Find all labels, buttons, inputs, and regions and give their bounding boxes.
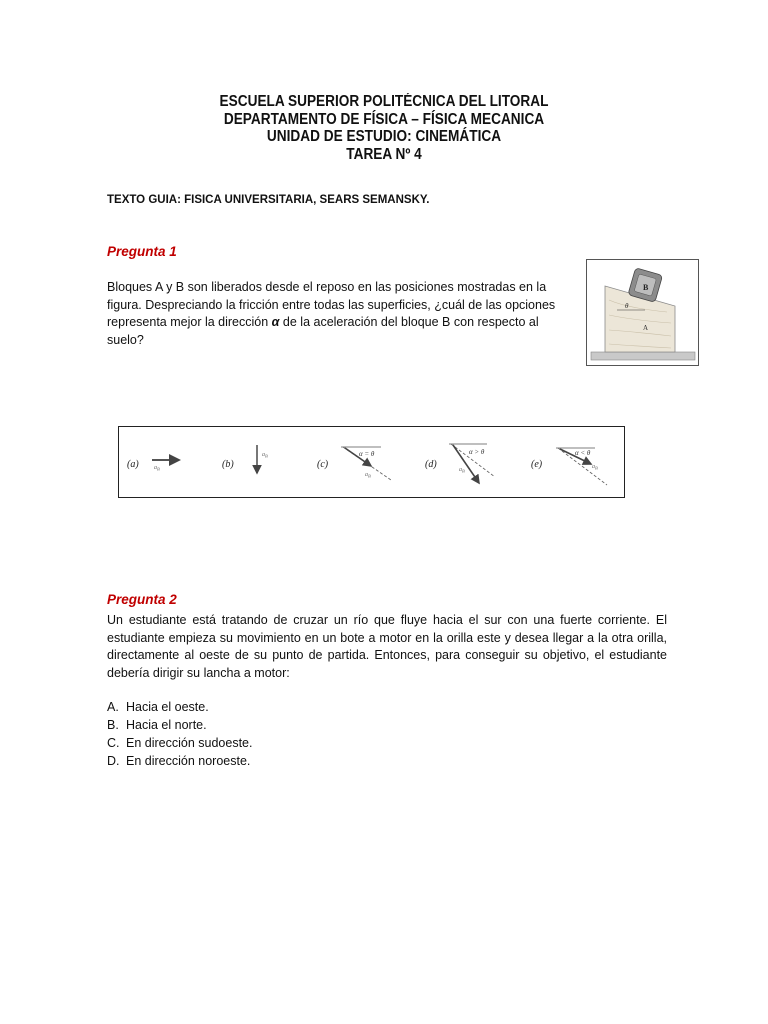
options-diagram [119,427,623,496]
option-d-vector: $a_B$ [459,467,465,474]
answer-options-figure [118,426,625,498]
department-name: DEPARTAMENTO DE FÍSICA – FÍSICA MECANICA [223,110,545,128]
answer-c-text: En dirección sudoeste. [126,736,253,750]
theta-label: θ [625,302,629,310]
answer-d[interactable] [107,752,252,770]
option-a-vector: $a_B$ [154,465,160,472]
option-e-vector: $a_B$ [592,464,598,471]
question-1-text [107,279,577,349]
option-d-label: (d) [425,459,437,470]
block-b-label: B [643,283,649,292]
answer-a-text: Hacia el oeste. [126,700,209,714]
assignment-number: TAREA Nº 4 [346,145,422,163]
institution-name: ESCUELA SUPERIOR POLITÉCNICA DEL LITORAL [219,93,549,110]
answer-c[interactable] [107,734,252,752]
answer-b-letter: B. [107,718,119,732]
study-unit: UNIDAD DE ESTUDIO: CINEMÁTICA [266,128,502,145]
answer-d-letter: D. [107,754,120,768]
block-a-label: A [643,324,649,332]
option-a [127,459,179,472]
question-1-text-start: Bloques A y B son liberados desde el reposo en las posiciones mostradas en la figura. Despreciando la fricción entre todas las superficies, ¿cuál de las opciones representa mejor la dirección [107,280,556,329]
option-a-label: (a) [127,459,139,470]
question-2-title: Pregunta 2 [107,592,177,607]
answer-d-text: En dirección noroeste. [126,754,251,768]
option-b-label: (b) [222,459,234,470]
question-1-title: Pregunta 1 [107,244,177,259]
document-header [46,93,722,163]
option-d [425,444,495,483]
question-2-answers [107,698,252,770]
blocks-figure [586,259,699,366]
blocks-illustration [587,260,698,365]
question-1-text-end: de la aceleración del bloque B con respecto al suelo? [107,315,539,347]
guide-text: TEXTO GUIA: FISICA UNIVERSITARIA, SEARS SEMANSKY. [107,194,430,206]
option-e-angle: α < θ [575,449,591,457]
question-2-text: Un estudiante está tratando de cruzar un río que fluye hacia el sur con una fuerte corriente. El estudiante empieza su movimiento en un bote a motor en la orilla este y desea llegar a la otra orilla, directamente al oeste de su punto de partida. Entonces, para conseguir su objetivo, el estudiante debería dirigir su lancha a motor: [107,613,667,680]
option-d-angle: α > θ [469,448,485,456]
answer-b[interactable] [107,716,252,734]
option-c [317,447,391,480]
option-c-label: (c) [317,459,329,470]
answer-a-letter: A. [107,700,119,714]
ground-slab [591,352,695,360]
option-b-vector: $a_B$ [262,452,268,459]
answer-a[interactable] [107,698,252,716]
answer-b-text: Hacia el norte. [126,718,207,732]
option-b [222,445,268,473]
option-e [531,448,607,485]
answer-c-letter: C. [107,736,120,750]
alpha-symbol: α [271,315,280,329]
option-c-vector: $a_B$ [365,472,371,479]
option-c-angle: α = θ [359,450,375,458]
option-e-label: (e) [531,459,543,470]
